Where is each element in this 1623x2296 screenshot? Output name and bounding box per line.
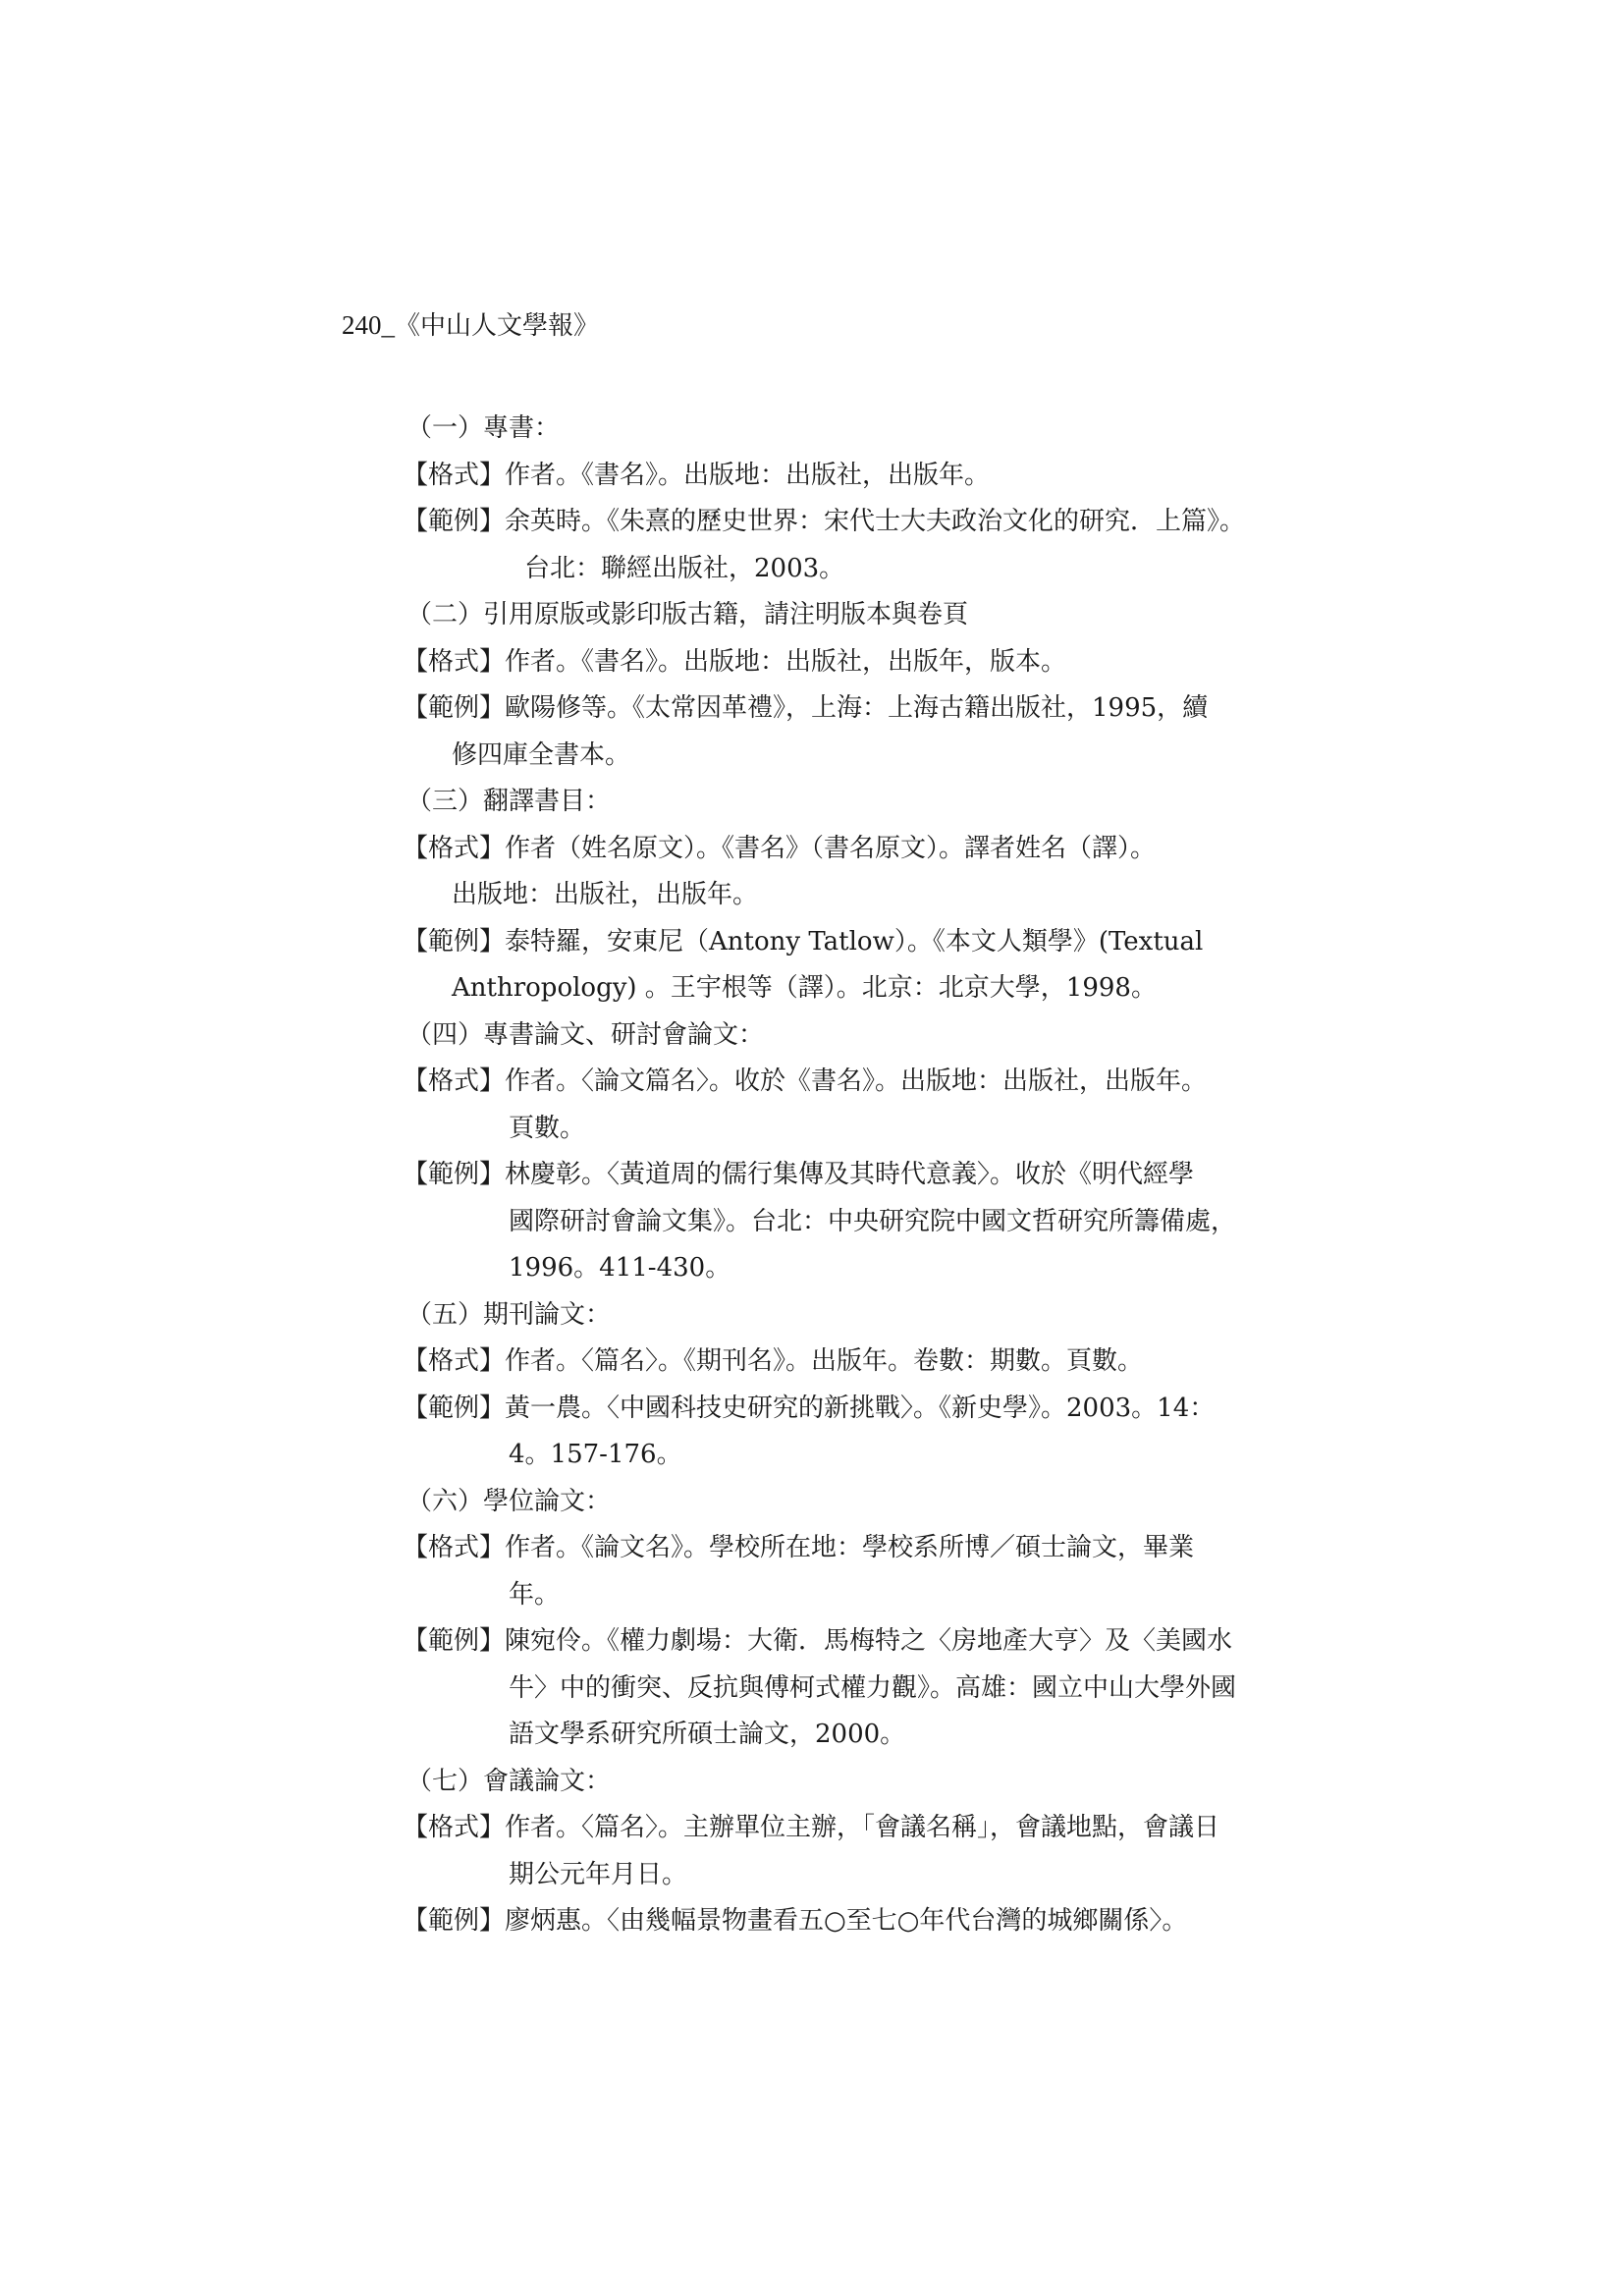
format-line: 【格式】作者。〈論文篇名〉。收於《書名》。出版地：出版社，出版年。 <box>403 1066 1208 1096</box>
example-line: 【範例】余英時。《朱熹的歷史世界：宋代士大夫政治文化的研究．上篇》。 <box>403 507 1246 536</box>
example-line: 【範例】歐陽修等。《太常因革禮》，上海：上海古籍出版社，1995，續 <box>403 693 1209 723</box>
example-continuation: 國際研討會論文集》。台北：中央研究院中國文哲研究所籌備處， <box>509 1206 1237 1236</box>
example-continuation: 台北：聯經出版社，2003。 <box>524 553 845 583</box>
section-heading-journal-articles: （五）期刊論文： <box>406 1299 612 1330</box>
example-continuation: 牛〉中的衝突、反抗與傅柯式權力觀》。高雄：國立中山大學外國 <box>509 1672 1237 1703</box>
format-line: 【格式】作者。《書名》。出版地：出版社，出版年。 <box>403 460 991 490</box>
citation-format-list <box>403 406 1296 1945</box>
format-line: 【格式】作者。《論文名》。學校所在地：學校系所博／碩士論文，畢業 <box>403 1533 1195 1562</box>
section-heading-theses: （六）學位論文： <box>406 1486 612 1516</box>
example-line: 【範例】廖炳惠。〈由幾幅景物畫看五○至七○年代台灣的城鄉關係〉。 <box>403 1906 1188 1936</box>
format-continuation: 出版地：出版社，出版年。 <box>452 880 759 909</box>
format-line: 【格式】作者（姓名原文）。《書名》（書名原文）。譯者姓名（譯）。 <box>403 833 1157 863</box>
example-line: 【範例】林慶彰。〈黃道周的儒行集傳及其時代意義〉。收於《明代經學 <box>403 1160 1195 1189</box>
section-heading-monographs: （一）專書： <box>406 413 561 443</box>
running-header <box>342 307 599 344</box>
format-continuation: 期公元年月日。 <box>509 1859 688 1889</box>
format-line: 【格式】作者。〈篇名〉。主辦單位主辦，「會議名稱」，會議地點，會議日 <box>403 1813 1220 1842</box>
example-continuation: 4。157-176。 <box>509 1440 682 1469</box>
example-continuation: 1996。411-430。 <box>509 1253 731 1283</box>
example-continuation: 修四庫全書本。 <box>452 739 631 770</box>
example-continuation: 語文學系研究所碩士論文，2000。 <box>509 1720 906 1749</box>
page-number: 240_ <box>342 310 395 340</box>
section-heading-conference-papers: （七）會議論文： <box>406 1766 612 1796</box>
journal-title: 《中山人文學報》 <box>395 311 600 341</box>
section-heading-translations: （三）翻譯書目： <box>406 787 612 816</box>
section-heading-ancient-texts: （二）引用原版或影印版古籍，請注明版本與卷頁 <box>406 600 969 629</box>
example-continuation: Anthropology) 。王宇根等（譯）。北京：北京大學，1998。 <box>452 973 1157 1003</box>
format-continuation: 年。 <box>509 1579 561 1610</box>
example-line: 【範例】黃一農。〈中國科技史研究的新挑戰〉。《新史學》。2003。14： <box>403 1393 1216 1423</box>
example-line: 【範例】陳宛伶。《權力劇場：大衛．馬梅特之〈房地產大亨〉及〈美國水 <box>403 1626 1233 1656</box>
format-line: 【格式】作者。《書名》。出版地：出版社，出版年，版本。 <box>403 646 1067 677</box>
section-heading-book-chapters: （四）專書論文、研討會論文： <box>406 1019 765 1050</box>
example-line: 【範例】泰特羅，安東尼（Antony Tatlow）。《本文人類學》(Textual <box>403 926 1204 957</box>
format-continuation: 頁數。 <box>509 1113 586 1143</box>
format-line: 【格式】作者。〈篇名〉。《期刊名》。出版年。卷數：期數。頁數。 <box>403 1346 1144 1376</box>
